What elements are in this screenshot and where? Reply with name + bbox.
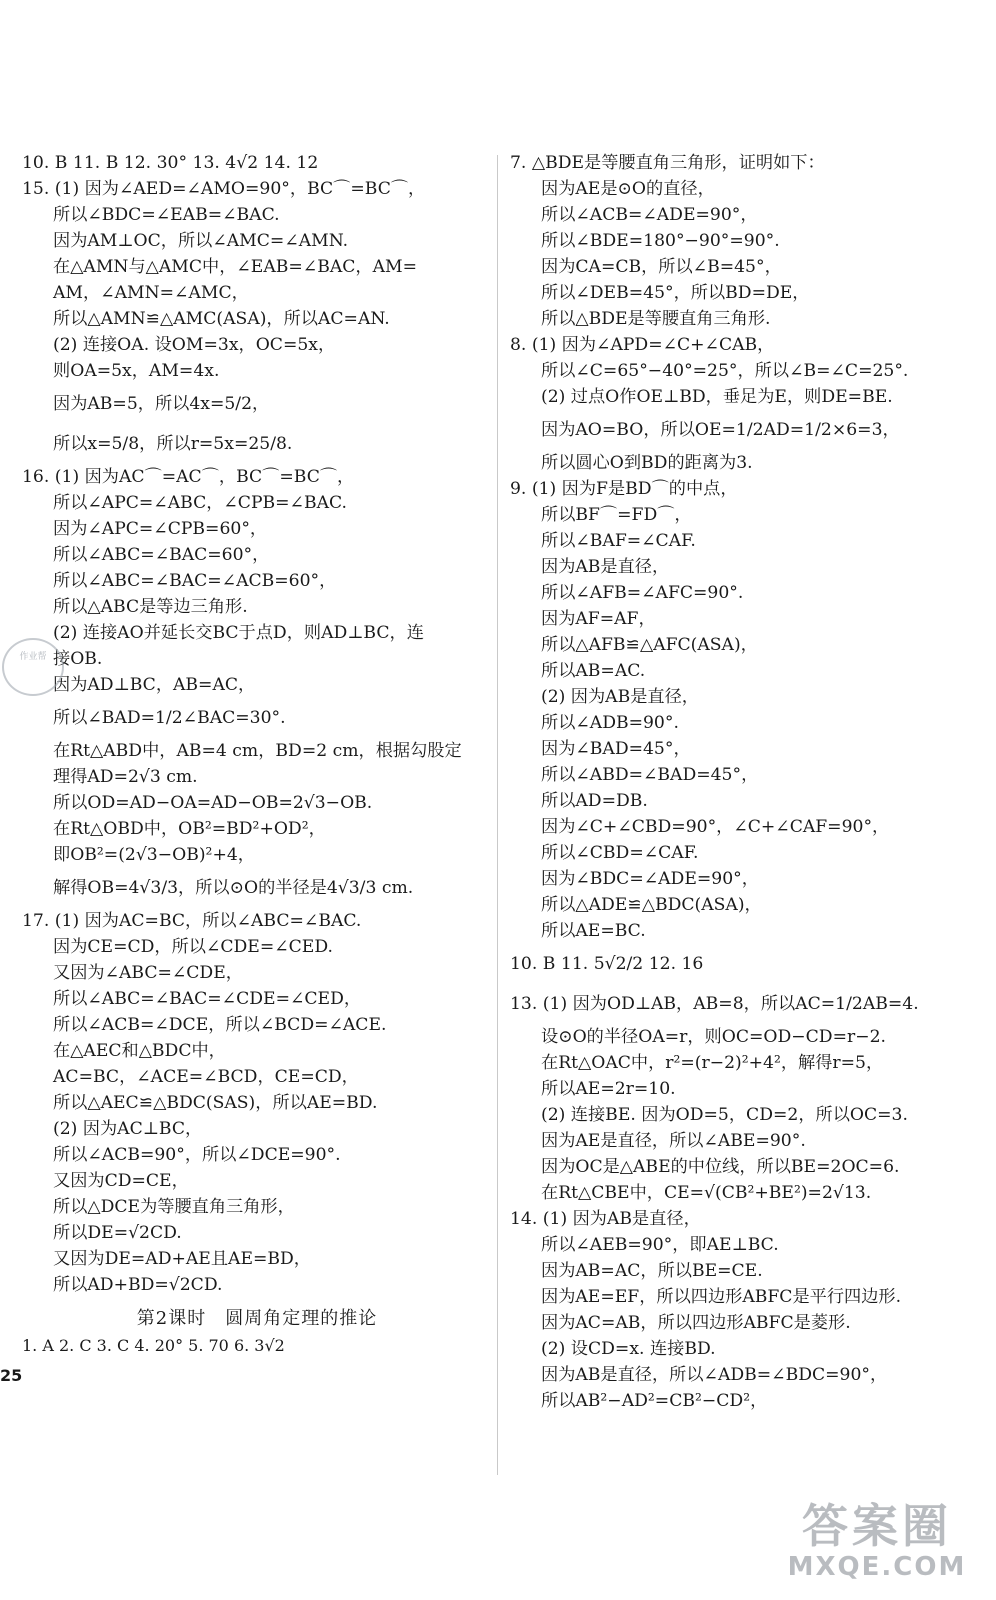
left-line: (2) 连接OA. 设OM=3x，OC=5x， (53, 335, 336, 355)
right-line: 所以∠CBD=∠CAF. (541, 843, 699, 863)
right-line: 所以∠ADB=90°. (541, 713, 679, 733)
left-line: 所以∠ABC=∠BAC=60°， (53, 545, 270, 565)
right-line: 所以AB=AC. (541, 661, 646, 681)
left-line: 理得AD=2√3 cm. (53, 767, 198, 787)
left-line: 所以AD+BD=√2CD. (53, 1275, 223, 1295)
left-line: 解得OB=4√3/3，所以⊙O的半径是4√3/3 cm. (53, 878, 414, 898)
left-line: 所以DE=√2CD. (53, 1223, 182, 1243)
left-line: 所以∠APC=∠ABC，∠CPB=∠BAC. (53, 493, 348, 513)
left-line: 在Rt△ABD中，AB=4 cm，BD=2 cm，根据勾股定 (53, 741, 462, 761)
right-line: 因为CA=CB，所以∠B=45°， (541, 257, 782, 277)
left-line: 因为AD⊥BC，AB=AC， (53, 675, 256, 695)
right-line: 因为AF=AF， (541, 609, 656, 629)
right-line: 所以AD=DB. (541, 791, 648, 811)
watermark-bottom-text: MXQE.COM (787, 1552, 967, 1582)
right-line: (2) 设CD=x. 连接BD. (541, 1339, 716, 1359)
right-line: 在Rt△OAC中，r²=(r−2)²+4²，解得r=5， (541, 1053, 884, 1073)
left-line: (2) 因为AC⊥BC， (53, 1119, 203, 1139)
left-line: AC=BC，∠ACE=∠BCD，CE=CD， (53, 1067, 359, 1087)
section-title: 第2课时 圆周角定理的推论 (136, 1308, 378, 1329)
right-line: 所以AE=2r=10. (541, 1079, 676, 1099)
left-line: 所以∠ACB=∠DCE，所以∠BCD=∠ACE. (53, 1015, 387, 1035)
right-line: 所以AB²−AD²=CB²−CD²， (541, 1391, 768, 1411)
right-line: 所以AE=BC. (541, 921, 646, 941)
right-line: 因为AE是⊙O的直径， (541, 179, 715, 199)
stamp-seal (2, 638, 64, 696)
right-line: 所以BF⌒=FD⌒， (541, 505, 692, 525)
left-line: 所以∠ABC=∠BAC=∠CDE=∠CED， (53, 989, 362, 1009)
right-line: 在Rt△CBE中，CE=√(CB²+BE²)=2√13. (541, 1183, 872, 1203)
right-line: 因为∠BDC=∠ADE=90°， (541, 869, 759, 889)
right-line: 因为AB是直径， (541, 557, 670, 577)
right-line: 因为AO=BO，所以OE=1/2AD=1/2×6=3， (541, 420, 900, 440)
page-number: 25 (0, 1366, 23, 1385)
left-line: 又因为CD=CE， (53, 1171, 189, 1191)
right-line: 所以圆心O到BD的距离为3. (541, 453, 753, 473)
left-line: 在△AEC和△BDC中， (53, 1041, 226, 1061)
left-line: 因为CE=CD，所以∠CDE=∠CED. (53, 937, 333, 957)
left-line: 10. B 11. B 12. 30° 13. 4√2 14. 12 (22, 153, 319, 173)
right-line: 所以△BDE是等腰直角三角形. (541, 309, 771, 329)
watermark-top-text: 答案圈 (802, 1499, 952, 1553)
right-line: 因为∠BAD=45°， (541, 739, 691, 759)
left-line: 因为∠APC=∠CPB=60°， (53, 519, 268, 539)
left-line: 因为AB=5，所以4x=5/2， (53, 394, 270, 414)
left-line: AM，∠AMN=∠AMC， (53, 283, 249, 303)
left-line: 即OB²=(2√3−OB)²+4， (53, 845, 255, 865)
left-line: 则OA=5x，AM=4x. (53, 361, 220, 381)
right-line: 9. (1) 因为F是BD⌒的中点， (510, 479, 738, 499)
right-line: 13. (1) 因为OD⊥AB，AB=8，所以AC=1/2AB=4. (510, 994, 919, 1014)
right-line: 所以△ADE≌△BDC(ASA)， (541, 895, 762, 915)
right-line: 因为AB=AC，所以BE=CE. (541, 1261, 763, 1281)
right-line: 14. (1) 因为AB是直径， (510, 1209, 701, 1229)
left-line: 15. (1) 因为∠AED=∠AMO=90°，BC⌒=BC⌒， (22, 179, 426, 199)
left-line: 接OB. (53, 649, 103, 669)
left-line: 所以△ABC是等边三角形. (53, 597, 248, 617)
right-column (510, 150, 980, 1414)
left-line: (2) 连接AO并延长交BC于点D，则AD⊥BC，连 (53, 623, 424, 643)
right-line: 所以∠C=65°−40°=25°，所以∠B=∠C=25°. (541, 361, 909, 381)
right-line: 8. (1) 因为∠APD=∠C+∠CAB， (510, 335, 775, 355)
left-line: 因为AM⊥OC，所以∠AMC=∠AMN. (53, 231, 349, 251)
column-divider (497, 155, 498, 1475)
right-line: 因为OC是△ABE的中位线，所以BE=2OC=6. (541, 1157, 900, 1177)
left-line: 又因为DE=AD+AE且AE=BD， (53, 1249, 311, 1269)
right-line: 所以∠ACB=∠ADE=90°， (541, 205, 758, 225)
right-line: 因为∠C+∠CBD=90°，∠C+∠CAF=90°， (541, 817, 890, 837)
left-line: 所以△DCE为等腰直角三角形， (53, 1197, 295, 1217)
right-line: 所以∠DEB=45°，所以BD=DE， (541, 283, 810, 303)
left-line: 所以∠BDC=∠EAB=∠BAC. (53, 205, 280, 225)
right-line: 所以△AFB≌△AFC(ASA)， (541, 635, 758, 655)
right-line: 因为AB是直径，所以∠ADB=∠BDC=90°， (541, 1365, 888, 1385)
watermark-logo (772, 1500, 982, 1592)
left-line: 所以∠ACB=90°，所以∠DCE=90°. (53, 1145, 341, 1165)
left-line: 所以x=5/8，所以r=5x=25/8. (53, 434, 293, 454)
left-tail-answers: 1. A 2. C 3. C 4. 20° 5. 70 6. 3√2 (22, 1336, 285, 1355)
left-line: 所以OD=AD−OA=AD−OB=2√3−OB. (53, 793, 373, 813)
right-line: (2) 连接BE. 因为OD=5，CD=2，所以OC=3. (541, 1105, 908, 1125)
right-line: (2) 因为AB是直径， (541, 687, 699, 707)
left-line: 在Rt△OBD中，OB²=BD²+OD²， (53, 819, 326, 839)
left-line: 17. (1) 因为AC=BC，所以∠ABC=∠BAC. (22, 911, 362, 931)
left-line: 在△AMN与△AMC中，∠EAB=∠BAC，AM= (53, 257, 417, 277)
right-line: 因为AE是直径，所以∠ABE=90°. (541, 1131, 806, 1151)
right-line: 因为AE=EF，所以四边形ABFC是平行四边形. (541, 1287, 902, 1307)
stamp-text: 作业帮 (19, 652, 47, 662)
left-column (22, 150, 490, 1298)
right-line: 所以∠AEB=90°，即AE⊥BC. (541, 1235, 779, 1255)
right-line: 所以∠AFB=∠AFC=90°. (541, 583, 744, 603)
right-line: (2) 过点O作OE⊥BD，垂足为E，则DE=BE. (541, 387, 893, 407)
right-line: 所以∠BDE=180°−90°=90°. (541, 231, 780, 251)
left-line: 16. (1) 因为AC⌒=AC⌒，BC⌒=BC⌒， (22, 467, 355, 487)
right-line: 所以∠BAF=∠CAF. (541, 531, 696, 551)
right-line: 因为AC=AB，所以四边形ABFC是菱形. (541, 1313, 851, 1333)
left-line: 所以∠ABC=∠BAC=∠ACB=60°， (53, 571, 337, 591)
left-line: 又因为∠ABC=∠CDE， (53, 963, 243, 983)
left-line: 所以△AMN≌△AMC(ASA)，所以AC=AN. (53, 309, 390, 329)
left-line: 所以∠BAD=1/2∠BAC=30°. (53, 708, 286, 728)
right-line: 设⊙O的半径OA=r，则OC=OD−CD=r−2. (541, 1027, 887, 1047)
right-line: 所以∠ABD=∠BAD=45°， (541, 765, 759, 785)
right-line: 10. B 11. 5√2/2 12. 16 (510, 954, 704, 974)
left-line: 所以△AEC≌△BDC(SAS)，所以AE=BD. (53, 1093, 378, 1113)
right-line: 7. △BDE是等腰直角三角形，证明如下： (510, 153, 825, 173)
